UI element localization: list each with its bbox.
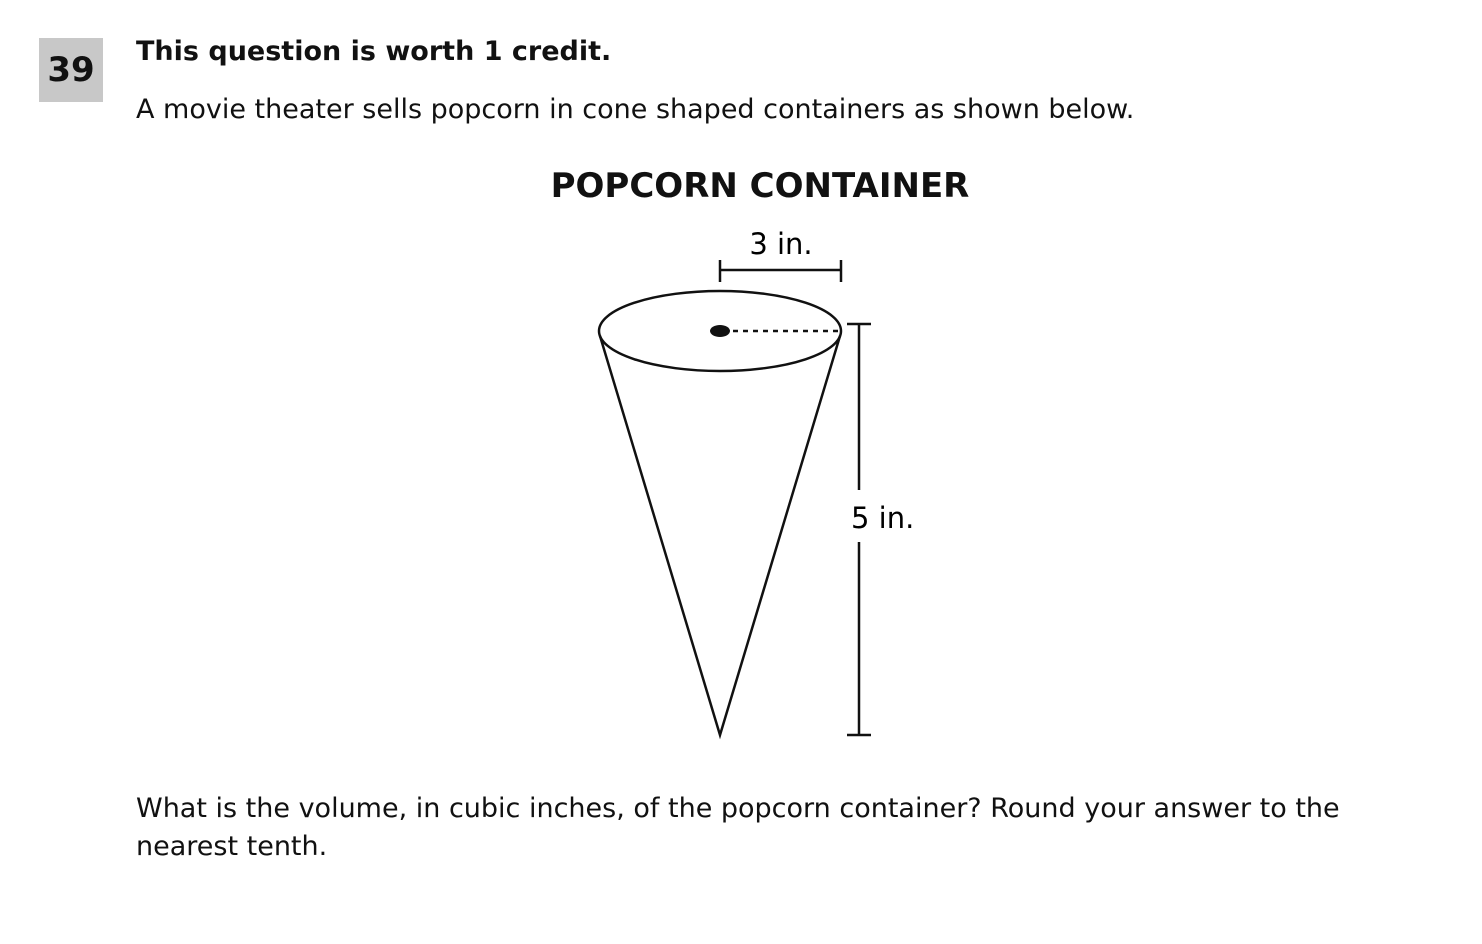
radius-label: 3 in. <box>749 227 813 261</box>
center-point <box>710 325 730 337</box>
intro-text: A movie theater sells popcorn in cone shaped containers as shown below. <box>136 94 1135 125</box>
figure-title: POPCORN CONTAINER <box>550 166 970 206</box>
height-label: 5 in. <box>851 501 915 535</box>
cone-side <box>600 336 840 735</box>
question-number: 39 <box>39 38 103 102</box>
question-text: What is the volume, in cubic inches, of the popcorn container? Round your answer to the nearest tenth. <box>136 793 1340 862</box>
credit-text: This question is worth 1 credit. <box>136 36 612 67</box>
